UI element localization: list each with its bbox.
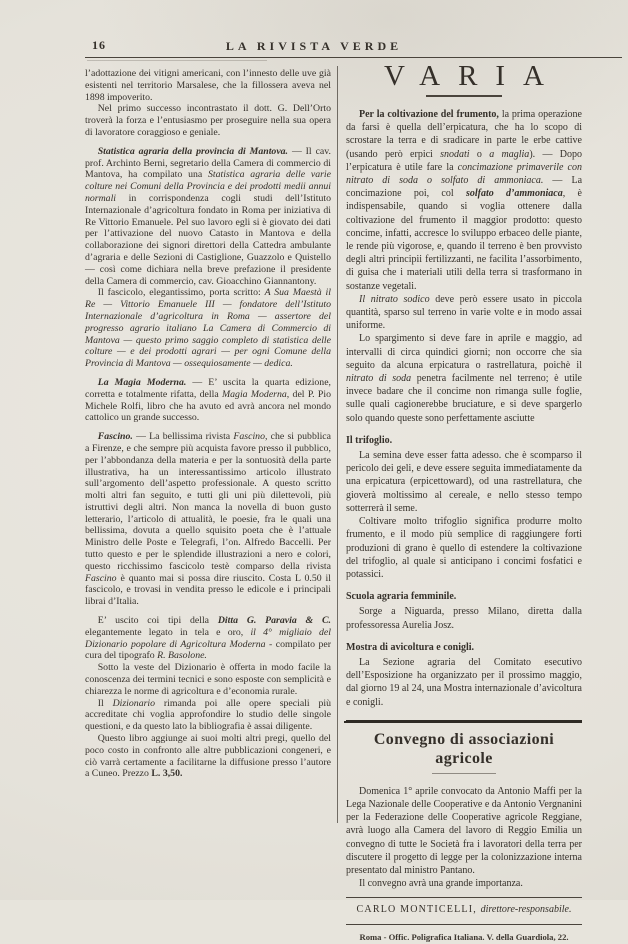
paragraph bbox=[85, 698, 331, 733]
decorative-rule bbox=[432, 773, 496, 774]
page-number: 16 bbox=[92, 38, 106, 52]
text-run: - compilato per cura del tipografo bbox=[85, 638, 331, 662]
text-run: La semina deve esser fatta adesso. che è scomparso il pericolo dei geli, e deve essere seguita immediatamente da una erpicatura (erpicettoward), od una rastrellatura, che gioverà moltissimo al cereale, e nello stesso tempo sotterrerà il seme. bbox=[346, 450, 582, 514]
text-run: A Sua Maestà il Re — Vittorio Emanuele III — fondatore dell’Istituto Internazionale d’agricoltura in Roma — assertore del progresso agrario italiano La Camera di Commercio di Mantova — questo primo saggio completo di statistica delle colture — e dei prodotti agrari — per ogni Comune della Provincia di Mantova — ossequiosamente — dedica. bbox=[85, 287, 331, 370]
paragraph bbox=[85, 287, 331, 370]
paragraph bbox=[346, 605, 582, 631]
paragraph bbox=[85, 103, 331, 138]
paragraph bbox=[85, 662, 331, 697]
text-run: , è indispensabile, quando si voglia ottenere dalla coltivazione del frumento il maggior prodotto: questo concime, infatti, accresce lo sviluppo erbaceo delle piante, le rende più vigorose, e, quando il terreno è ben provvisto degli altri principii fertilizzanti, ne facilita l’assorbimento, di guisa che i materiali utili della terra si trasformano in sostanze vegetali. bbox=[346, 188, 582, 292]
left-column bbox=[85, 68, 331, 780]
text-run: Lo spargimento si deve fare in aprile e maggio, ad intervalli di circa quindici giorni; non occorre che sia seguito da alcuna erpicatura o rastrellatura, poichè il bbox=[346, 333, 582, 371]
text-run: è quanto mai si possa dire riuscito. Costa L 0.50 il fascicolo, e trovasi in vendita presso le edicole e i principali librai d’Italia. bbox=[85, 572, 331, 608]
text-run: Il fascicolo, elegantissimo, porta scritto: bbox=[97, 287, 265, 299]
paragraph bbox=[346, 656, 582, 709]
text-run: Coltivare molto trifoglio significa produrre molto frumento, e il modo più semplice di raggiungere forti produzioni di grano è quello di estendere la coltivazione del trifoglio, al quale si anticipano i concimi fosfatici e potassici. bbox=[346, 516, 582, 580]
text-run: E’ uscito coi tipi della bbox=[97, 615, 218, 627]
text-run: Nel primo successo incontrastato il dott. G. Dell’Orto troverà la forza e l’entusiasmo per proseguire nella sua opera di lavoratore coraggioso e geniale. bbox=[85, 103, 331, 138]
text-run: Il convegno avrà una grande importanza. bbox=[359, 878, 523, 890]
text-run: Fascino bbox=[233, 431, 265, 443]
paragraph bbox=[346, 293, 582, 333]
text-run: direttore-responsabile. bbox=[480, 904, 572, 916]
paragraph bbox=[346, 877, 582, 890]
text-run: — La bellissima rivista bbox=[132, 431, 234, 443]
text-run: La Magia Moderna. bbox=[97, 376, 187, 388]
paragraph bbox=[85, 68, 331, 103]
text-run: , che si pubblica a Firenze, e che sempre più acquista favore presso il pubblico, per l’abbondanza della materia e per la sontuosità della parte illustrativa, ha un interessantissimo articolo illustrato sull’argomento dell’aspetto professionale. A questo scritto molti altri fan seguito, e tutti gli uni più dilettevoli, più istruttivi degli altri. Non manca la novella di buon gusto letterario, l’articolo di attualità, le poesie, fra le quali una bellissima, dovuta a quello squisito poeta che è l’attuale Ministro delle Poste e Telegrafi, l’on. Alfredo Baccelli. Per tutto questo e per le splendide illustrazioni a nero e colori, questo ricchissimo fascicolo testè comparso della rivista bbox=[85, 431, 331, 572]
text-run: solfato d’ammoniaca bbox=[465, 188, 563, 200]
paragraph bbox=[85, 431, 331, 608]
text-run: — E’ uscita la quarta edizione, corretta e totalmente rifatta, della bbox=[85, 376, 332, 400]
article-title: Convegno di associazioni agricole bbox=[373, 730, 555, 767]
text-run: Domenica 1° aprile convocato da Antonio Maffi per la Lega Nazionale delle Cooperative e da Antonio Vergnanini per la Federazione delle Cooperative agricole Reggiane, avrà luogo alla Camera del lavoro di Reggio Emilia un convegno di tutte le Società fra i lavoratori della terra per discutere il progetto di legge per la colonizzazione interna presentato dal ministro Pantano. bbox=[346, 785, 582, 876]
text-run: ). — Dopo l’erpicatura è utile fare la bbox=[346, 148, 582, 173]
text-run: snodati bbox=[440, 148, 470, 160]
paragraph bbox=[346, 515, 582, 581]
paragraph bbox=[85, 615, 331, 662]
section-title-rule bbox=[426, 95, 502, 97]
text-run: CARLO MONTICELLI, bbox=[356, 904, 481, 916]
text-run: l’adottazione dei vitigni americani, con l’innesto delle uve già esistenti nel territorio Marsalese, che la fillossera aveva nel 1898 impoverito. bbox=[85, 68, 331, 103]
text-run: a maglia bbox=[489, 148, 530, 160]
text-run: Statistica agraria della provincia di Mantova. bbox=[97, 145, 289, 157]
thick-rule bbox=[346, 720, 582, 723]
subheading: Scuola agraria femminile. bbox=[346, 591, 457, 603]
text-run: o bbox=[469, 148, 490, 160]
text-run: Sotto la veste del Dizionario è offerta in modo facile la conoscenza dei termini tecnici e sono esposte con semplicità e chiarezza le norme di agricoltura e d’economia rurale. bbox=[85, 662, 331, 697]
text-run: deve però essere usato in piccola quantità, sparso sul terreno in varie volte e in modo assai uniforme. bbox=[346, 293, 582, 332]
section-title: VARIA bbox=[383, 60, 562, 92]
subheading: Mostra di avicoltura e conigli. bbox=[346, 641, 475, 653]
paragraph bbox=[346, 332, 582, 424]
text-run: Per la coltivazione del frumento, bbox=[359, 109, 499, 120]
signature-line bbox=[346, 903, 582, 916]
paragraph bbox=[346, 108, 582, 293]
text-run: elegantemente legato in tela e oro, bbox=[85, 626, 251, 638]
text-run: Dizionario bbox=[112, 697, 156, 709]
right-column bbox=[346, 60, 582, 944]
text-run: Fascino. bbox=[97, 431, 133, 443]
imprint-line: Roma - Offic. Poligrafica Italiana. V. della Guardiola, 22. bbox=[359, 931, 569, 942]
text-run: La Sezione agraria del Comitato esecutivo dell’Esposizione ha organizzato per il prossimo maggio, dal giorno 19 al 24, una Mostra internazionale d’avicoltura e conigli. bbox=[346, 656, 582, 708]
text-run: il 4° migliaio del Dizionario popolare di Agricoltura Moderna bbox=[85, 626, 331, 650]
text-run: Magia Moderna bbox=[222, 388, 287, 400]
signature-rule bbox=[346, 897, 582, 898]
text-run: R. Basolone. bbox=[157, 650, 207, 662]
text-run: nitrato di soda bbox=[346, 373, 412, 385]
text-run: in corrispondenza cogli studi dell’Istituto Internazionale d’agricoltura fondato in Roma per iniziativa di Re Vittorio Emanuele. Pel suo lavoro egli si è giovato dei dati per l’attivazione del nuovo Catasto in Mantova e della collaborazione dei signori direttori della Cattedra ambulante d’agraria e delle Sezioni di Castiglione, Guazzolo e Quistello — così come dichiara nella breve prefazione il presidente della Camera di commercio, cav. Gioacchino Giannantony. bbox=[85, 192, 331, 287]
column-divider bbox=[337, 66, 338, 823]
text-run: Fascino bbox=[85, 572, 117, 584]
paragraph bbox=[85, 733, 331, 780]
text-run: Sorge a Niguarda, presso Milano, diretta dalla professoressa Aurelia Josz. bbox=[346, 606, 582, 631]
text-run: L. 3,50. bbox=[151, 768, 183, 780]
paragraph bbox=[85, 146, 331, 288]
text-run: Questo libro aggiunge ai suoi molti altri pregi, quello del poco costo in confronto alle altre pubblicazioni congeneri, e ciò varrà certamente a facilitarne la diffusione presso l’autore a Cuneo. Prezzo bbox=[85, 733, 331, 780]
text-run: — La concimazione poi, col bbox=[346, 175, 583, 200]
text-run: Il nitrato sodico bbox=[359, 293, 430, 305]
text-run: — Il cav. prof. Archinto Berni, segretario della Camera di commercio di Mantova, ha compilato una bbox=[85, 145, 331, 181]
text-run: , del P. Pio Michele Rolfi, libro che ha avuto ed avrà ancora nel mondo cattolico un grande successo. bbox=[85, 388, 331, 424]
paragraph bbox=[346, 785, 582, 877]
text-run: Ditta G. Paravia & C. bbox=[217, 615, 331, 627]
text-run: rimanda poi alle opere speciali più accreditate chi voglia approfondire lo studio delle singole questioni, e da questo lato la bibliografia è assai diligente. bbox=[85, 697, 331, 733]
text-run: penetra facilmente nel terreno; è utile invece badare che il concime non rimanga sulle foglie, sulle quali cagionerebbe bruciature, e si deve spargerlo solo quando queste sono perfettamente asciutte bbox=[346, 373, 582, 424]
page-header bbox=[0, 38, 628, 58]
text-run: la prima operazione da farsi è quella dell’erpicatura, che ha lo scopo di scrostare la terra e di sradicare in parte le erbe cattive (usando però erpici bbox=[346, 109, 582, 160]
text-run: concimazione primaverile con nitrato di soda o solfato di ammoniaca. bbox=[346, 161, 582, 187]
header-rule bbox=[85, 57, 622, 58]
signature-rule bbox=[346, 924, 582, 925]
journal-title: LA RIVISTA VERDE bbox=[225, 39, 403, 53]
paragraph bbox=[346, 449, 582, 515]
text-run: Statistica agraria delle varie colture nei Comuni della Provincia e dei prodotti medii annui normali bbox=[85, 169, 331, 204]
subheading: Il trifoglio. bbox=[346, 434, 393, 446]
text-run: Il bbox=[97, 697, 113, 709]
paragraph bbox=[85, 377, 331, 424]
